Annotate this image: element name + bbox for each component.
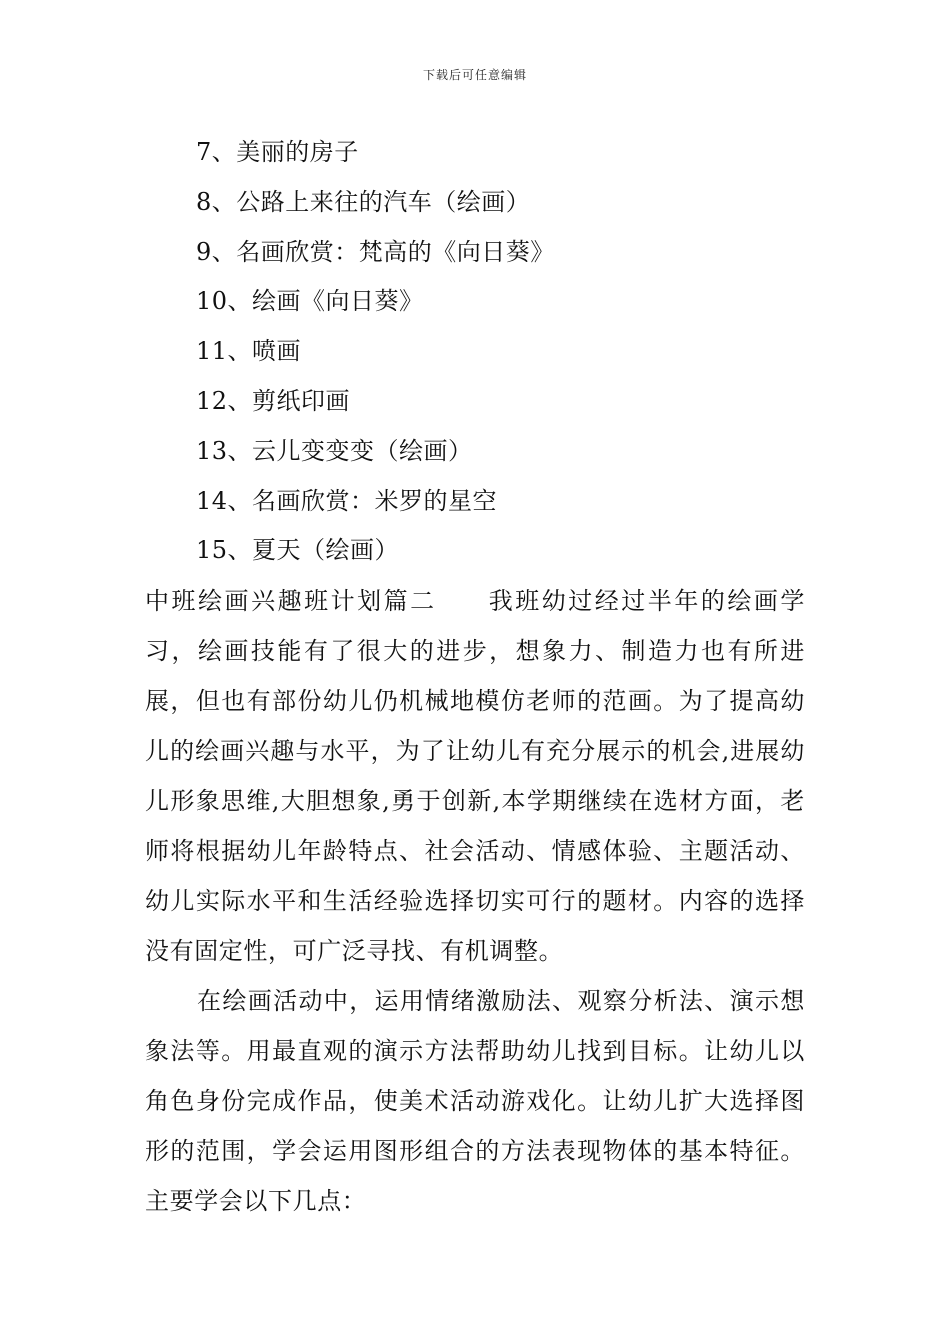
list-item: 11、喷画 xyxy=(196,337,302,366)
list-item: 15、夏天（绘画） xyxy=(196,536,400,565)
list-item: 14、名画欣赏：米罗的星空 xyxy=(196,486,498,515)
section-paragraph-2: 在绘画活动中，运用情绪激励法、观察分析法、演示想象法等。用最直观的演示方法帮助幼儿找到目标。让幼儿以角色身份完成作品，使美术活动游戏化。让幼儿扩大选择图形的范围，学会运用图形组合的方法表现物体的基本特征。主要学会以下几点： xyxy=(145,987,805,1215)
list-item: 7、美丽的房子 xyxy=(196,138,359,166)
list-item: 13、云儿变变变（绘画） xyxy=(196,436,473,465)
paragraph-text: 我班幼过经过半年的绘画学习，绘画技能有了很大的进步，想象力、制造力也有所进展，但也有部份幼儿仍机械地模仿老师的范画。为了提高幼儿的绘画兴趣与水平，为了让幼儿有充分展示的机会,进展幼儿形象思维,大胆想象,勇于创新,本学期继续在选材方面，老师将根据幼儿年龄特点、社会活动、情感体验、主题活动、幼儿实际水平和生活经验选择切实可行的题材。内容的选择没有固定性，可广泛寻找、有机调整。 xyxy=(145,587,805,965)
list-item: 10、绘画《向日葵》 xyxy=(196,287,424,316)
document-body xyxy=(145,576,805,1226)
activity-list xyxy=(196,128,555,576)
list-item: 8、公路上来往的汽车（绘画） xyxy=(196,187,531,216)
page-header-note: 下载后可任意编辑 xyxy=(422,68,527,82)
section-title: 中班绘画兴趣班计划篇二 xyxy=(145,587,437,615)
section-paragraph-1 xyxy=(145,576,805,976)
list-item: 9、名画欣赏：梵高的《向日葵》 xyxy=(196,237,555,266)
list-item: 12、剪纸印画 xyxy=(196,386,351,415)
